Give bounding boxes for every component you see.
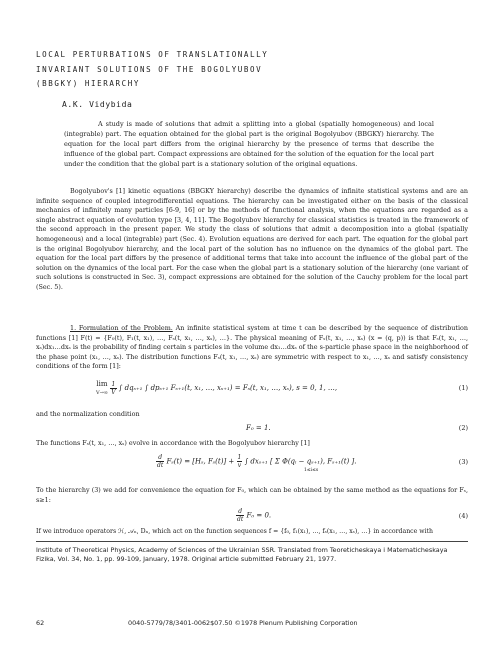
operators-text: If we introduce operators ℋ, 𝒜ₙ, Dₙ, which act on the function sequences f = {f₀, f₁(x₁), …, fₛ(x₁, …, xₛ), …} in accordance with	[36, 528, 434, 535]
eq3-d-bot: dt	[157, 462, 164, 469]
convenience-text: To the hierarchy (3) we add for convenience the equation for F₀, which can be obtained by the same method as the equations for Fₛ, s≥1:	[36, 486, 468, 504]
title-line-2: INVARIANT SOLUTIONS OF THE BOGOLYUBOV	[36, 64, 263, 74]
eq3-sum-sub: 1≤i≤s	[304, 468, 319, 473]
eq3-number: (3)	[458, 458, 468, 466]
section-1-heading: 1. Formulation of the Problem.	[70, 324, 173, 332]
eq1-lim: lim	[96, 380, 108, 388]
eq3-frac-top: 1	[237, 454, 242, 461]
eq2-formula: F₀ = 1.	[246, 424, 271, 432]
equation-4	[36, 508, 468, 528]
author-name: A.K. Vidybida	[62, 100, 133, 109]
title-line-3: (BBGKY) HIERARCHY	[36, 79, 140, 88]
title-line-1: LOCAL PERTURBATIONS OF TRANSLATIONALLY	[36, 50, 269, 59]
equation-3	[36, 454, 468, 474]
section-1-paragraph	[36, 324, 468, 372]
eq4-d-top: d	[236, 508, 244, 516]
intro-paragraph: Bogolyubov's [1] kinetic equations (BBGKY hierarchy) describe the dynamics of infinite statistical systems and are an infinite sequence of coupled integrodifferential equations. The hierarchy can be investigated either on the basis of the classical mechanics of infinitely many particles [6-9, 16] or by the methods of functional analysis, when the equations are regarded as a single abstract equation of evolution type [3, 4, 11]. The Bogolyubov hierarchy for classical statistics is treated in the framework of the second approach in the present paper. We study the class of solutions that admit a decomposition into a global (spatially homogeneous) and a local (integrable) part (Sec. 4). Evolution equations are derived for each part. The equation for the global part is the original Bogolyubov hierarchy, and the local part of the solution has no influence on the dynamics of the global part. The equation for the local part differs by the presence of additional terms that take into account the influence of the global part of the solution on the dynamics of the local part. For the case when the global part is a stationary solution of the hierarchy (one variant of such solutions is constructed in Sec. 3), compact expressions are obtained for the solution of the Cauchy problem for the local part (Sec. 5).	[36, 187, 468, 291]
eq1-number: (1)	[458, 384, 468, 392]
eq4-d-bot: dt	[237, 516, 244, 523]
paper-title	[36, 48, 268, 92]
eq1-frac-top: 1	[111, 380, 116, 388]
footnote: Institute of Theoretical Physics, Academy of Sciences of the Ukrainian SSR. Translated from Teoreticheskaya i Matematicheskaya Fizika, Vol. 34, No. 1, pp. 99-109, January, 1978. Original article submitted February 21, 1977.	[36, 546, 448, 563]
eq2-number: (2)	[458, 424, 468, 432]
copyright-line: 0040-5779/78/3401-0062$07.50 ©1978 Plenum Publishing Corporation	[128, 619, 358, 627]
equation-1	[36, 380, 468, 400]
normalization-text: and the normalization condition	[36, 410, 140, 418]
eq3-frac-bot: v	[237, 462, 242, 469]
page-number: 62	[36, 619, 45, 627]
eq4-formula: F₀ = 0.	[246, 511, 272, 520]
abstract: A study is made of solutions that admit a splitting into a global (spatially homogeneous) and local (integrable) part. The equation obtained for the global part is the original Bogolyubov (BBGKY) hierarchy. The equation for the local part differs from the original hierarchy by the presence of terms that describe the influence of the global part. Compact expressions are obtained for the solution of the equation for the local part under the condition that the global part is a stationary solution of the original equations.	[64, 120, 434, 168]
eq1-lim-sub: V→∞	[96, 390, 108, 396]
eq1-frac-bot: V	[111, 388, 116, 396]
eq4-number: (4)	[458, 512, 468, 520]
section-1-text: An infinite statistical system at time t can be described by the sequence of distribution functions [1] F(t) = {F₀(t), F₁(t, x₁), …, Fₛ(t, x₁, …, xₛ), …}. The physical meaning of Fₛ(t, x₁, …, xₛ) (x = (q, p)) is that Fₛ(t, x₁, …, xₛ)dx₁…dxₛ is the probability of finding certain s particles in the volume dx₁…dxₛ of the s-particle phase space in the neighborhood of the phase point (x₁, …, xₛ). The distribution functions Fₛ(t, x₁, …, xₛ) are symmetric with respect to x₁, …, xₛ and satisfy consistency conditions of the form [1]:	[36, 324, 468, 371]
eq3-lhs: Fₛ(t) = [Hₛ, Fₛ(t)] +	[166, 457, 235, 466]
footnote-rule	[36, 541, 468, 542]
hierarchy-text: The functions Fₛ(t, x₁, …, xₛ) evolve in accordance with the Bogolyubov hierarchy [1]	[36, 439, 310, 447]
eq3-d-top: d	[156, 454, 164, 462]
eq3-rhs: ∫ dxₛ₊₁ [ Σ Φ(qᵢ − qₛ₊₁), Fₛ₊₁(t) ].	[244, 457, 357, 466]
eq1-integral: ∫ dqₛ₊₁ ∫ dpₛ₊₁ Fₛ₊₁(t, x₁, …, xₛ₊₁) = Fₛ(t, x₁, …, xₛ), s = 0, 1, …,	[118, 384, 338, 392]
